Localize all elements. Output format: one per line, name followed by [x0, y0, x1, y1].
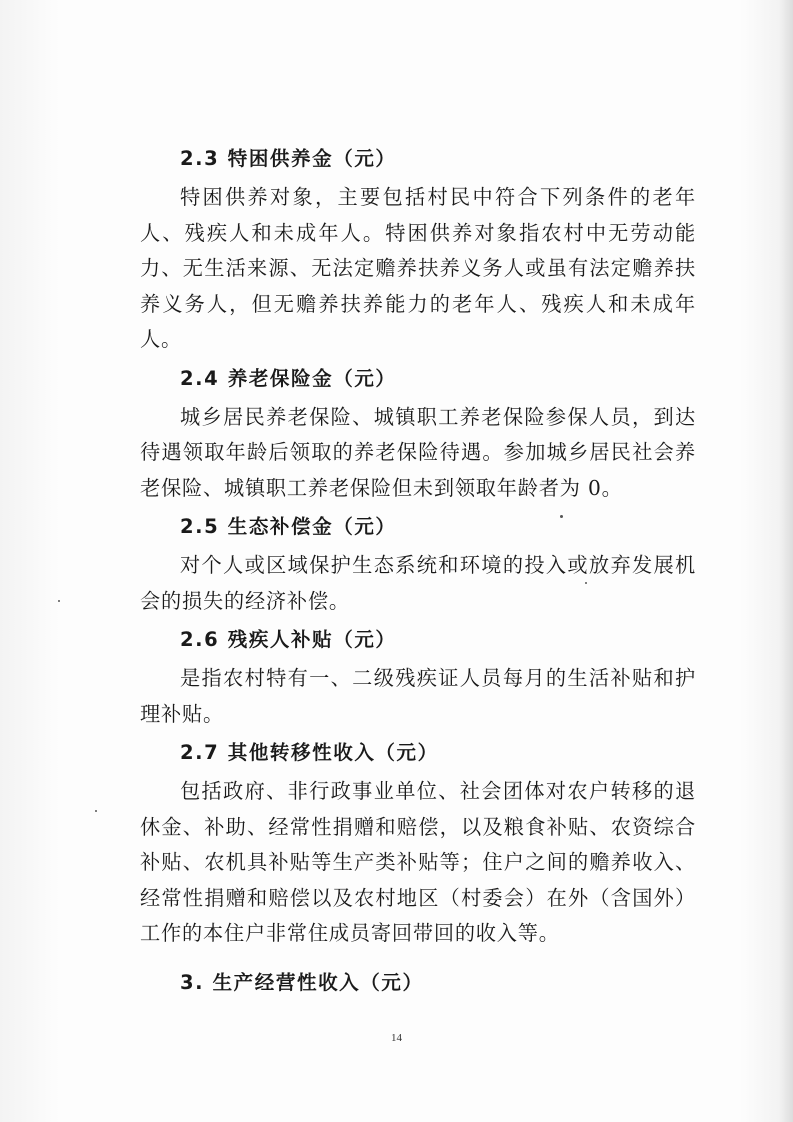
- section-text: 是指农村特有一、二级残疾证人员每月的生活补贴和护理补贴。: [140, 666, 696, 726]
- section-2-5: [140, 506, 696, 619]
- page-edge-shadow: [779, 0, 793, 1122]
- section-text: 特困供养对象，主要包括村民中符合下列条件的老年人、残疾人和未成年人。特困供养对象指农村中无劳动能力、无生活来源、无法定赡养扶养义务人或虽有法定赡养扶养义务人，但无赡养扶养能力的老年人、残疾人和未成年人。: [140, 185, 696, 351]
- section-heading: 2.5 生态补偿金（元）: [180, 515, 397, 538]
- section-heading: 2.4 养老保险金（元）: [180, 366, 397, 390]
- section-2-6: [140, 619, 696, 732]
- section-text: 城乡居民养老保险、城镇职工养老保险参保人员，到达待遇领取年龄后领取的养老保险待遇。参加城乡居民社会养老保险、城镇职工养老保险但未到领取年龄者为 0。: [140, 404, 696, 500]
- document-body: [140, 138, 696, 1004]
- section-heading: 2.7 其他转移性收入（元）: [180, 741, 439, 764]
- section-2-7: [140, 732, 696, 952]
- scan-speck: [58, 600, 60, 602]
- section-2-4: [140, 358, 696, 507]
- section-heading: 2.3 特困供养金（元）: [180, 147, 397, 170]
- section-heading: 2.6 残疾人补贴（元）: [180, 628, 397, 651]
- section-text: 对个人或区域保护生态系统和环境的投入或放弃发展机会的损失的经济补偿。: [140, 553, 696, 613]
- page-number: 14: [391, 1032, 402, 1044]
- section-2-3: [140, 138, 696, 358]
- main-section-heading: 3. 生产经营性收入（元）: [180, 970, 424, 994]
- section-text: 包括政府、非行政事业单位、社会团体对农户转移的退休金、补助、经常性捐赠和赔偿，以及粮食补贴、农资综合补贴、农机具补贴等生产类补贴等；住户之间的赡养收入、经常性捐赠和赔偿以及农村地区（村委会）在外（含国外）工作的本住户非常住成员寄回带回的收入等。: [140, 779, 696, 945]
- scan-speck: [95, 810, 97, 812]
